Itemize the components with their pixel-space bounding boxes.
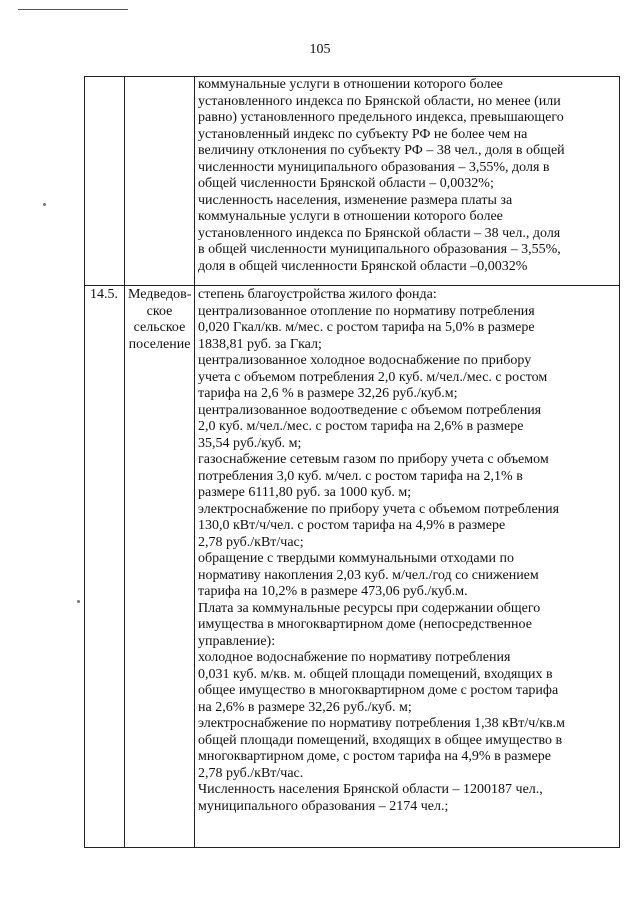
top-rule <box>18 9 128 10</box>
description-line: 130,0 кВт/ч/чел. с ростом тарифа на 4,9% в размере <box>198 518 506 533</box>
description-line: установленного индекса по Брянской области, но менее (или <box>198 93 561 109</box>
table-row <box>85 77 620 286</box>
description-line: на 2,6% в размере 32,26 руб./куб. м; <box>198 699 412 715</box>
description-line: установленный индекс по субъекту РФ не более чем на <box>198 126 528 142</box>
description-cell <box>195 286 620 848</box>
description-line: учета с объемом потребления 2,0 куб. м/чел./мес. с ростом <box>198 369 548 385</box>
description-line: централизованное отопление по нормативу потребления <box>198 303 535 319</box>
description-line: тарифа на 2,6 % в размере 32,26 руб./куб.м; <box>198 386 458 401</box>
description-line: потребления 3,0 куб. м/чел. с ростом тарифа на 2,1% в <box>198 468 523 484</box>
settlement-name <box>128 287 191 353</box>
description-line: централизованное водоотведение с объемом потребления <box>198 402 542 418</box>
description-line: 2,78 руб./кВт/час. <box>198 765 304 781</box>
description-cell <box>195 77 620 286</box>
description-line: равно) установленного предельного индекса, превышающего <box>198 110 564 125</box>
description-line: 0,020 Гкал/кв. м/мес. с ростом тарифа на 5,0% в размере <box>198 320 535 335</box>
description-line: 0,031 куб. м/кв. м. общей площади помещений, входящих в <box>198 666 553 682</box>
settlement-name-line: поселение <box>128 336 191 352</box>
description-line: размере 6111,80 руб. за 1000 куб. м; <box>198 485 412 500</box>
description-line: тарифа на 10,2% в размере 473,06 руб./куб.м. <box>198 584 468 599</box>
scan-speck <box>43 203 46 206</box>
row-number-cell <box>85 286 125 848</box>
description-line: коммунальные услуги в отношении которого более <box>198 77 503 92</box>
settlement-name-line: Медведов- <box>128 287 191 302</box>
description-line: величину отклонения по субъекту РФ – 38 чел., доля в общей <box>198 143 565 158</box>
description-text <box>198 77 616 275</box>
page-number: 105 <box>309 42 331 57</box>
description-line: установленного индекса по Брянской области – 38 чел., доля <box>198 225 561 241</box>
scan-speck <box>77 600 80 603</box>
description-line: Численность населения Брянской области – 1200187 чел., <box>198 782 543 797</box>
description-line: управление): <box>198 633 276 649</box>
description-line: 35,54 руб./куб. м; <box>198 435 302 451</box>
table-row <box>85 286 620 848</box>
description-line: 2,0 куб. м/чел./мес. с ростом тарифа на 2,6% в размере <box>198 419 524 434</box>
description-line: электроснабжение по нормативу потребления 1,38 кВт/ч/кв.м <box>198 716 565 731</box>
description-line: имущества в многоквартирном доме (непосредственное <box>198 617 532 632</box>
description-line: 2,78 руб./кВт/час; <box>198 534 304 550</box>
description-line: централизованное холодное водоснабжение по прибору <box>198 353 532 368</box>
description-line: многоквартирном доме, с ростом тарифа на 4,9% в размере <box>198 749 552 764</box>
description-line: коммунальные услуги в отношении которого более <box>198 209 503 224</box>
description-line: холодное водоснабжение по нормативу потребления <box>198 650 511 665</box>
settlement-name-cell <box>125 77 195 286</box>
tariff-table <box>84 76 620 848</box>
settlement-name-cell <box>125 286 195 848</box>
description-line: муниципального образования – 2174 чел.; <box>198 798 449 814</box>
description-line: доля в общей численности Брянской области –0,0032% <box>198 258 528 274</box>
description-line: в общей численности муниципального образования – 3,55%, <box>198 242 561 257</box>
description-line: численность населения, изменение размера платы за <box>198 192 513 208</box>
description-line: степень благоустройства жилого фонда: <box>198 287 437 302</box>
settlement-name-line: ское <box>146 303 173 319</box>
description-line: общей численности Брянской области – 0,0032%; <box>198 176 494 191</box>
description-text <box>198 287 616 815</box>
description-line: электроснабжение по прибору учета с объемом потребления <box>198 501 560 517</box>
description-line: газоснабжение сетевым газом по прибору учета с объемом <box>198 452 549 467</box>
description-line: численности муниципального образования – 3,55%, доля в <box>198 159 550 175</box>
description-line: общее имущество в многоквартирном доме с ростом тарифа <box>198 683 559 698</box>
row-number: 14.5. <box>90 287 118 302</box>
description-line: обращение с твердыми коммунальными отходами по <box>198 551 514 566</box>
description-line: нормативу накопления 2,03 куб. м/чел./год со снижением <box>198 567 539 583</box>
description-line: общей площади помещений, входящих в общее имущество в <box>198 732 563 748</box>
settlement-name-line: сельское <box>133 320 186 335</box>
row-number-cell <box>85 77 125 286</box>
description-line: Плата за коммунальные ресурсы при содержании общего <box>198 600 541 616</box>
description-line: 1838,81 руб. за Гкал; <box>198 336 322 352</box>
